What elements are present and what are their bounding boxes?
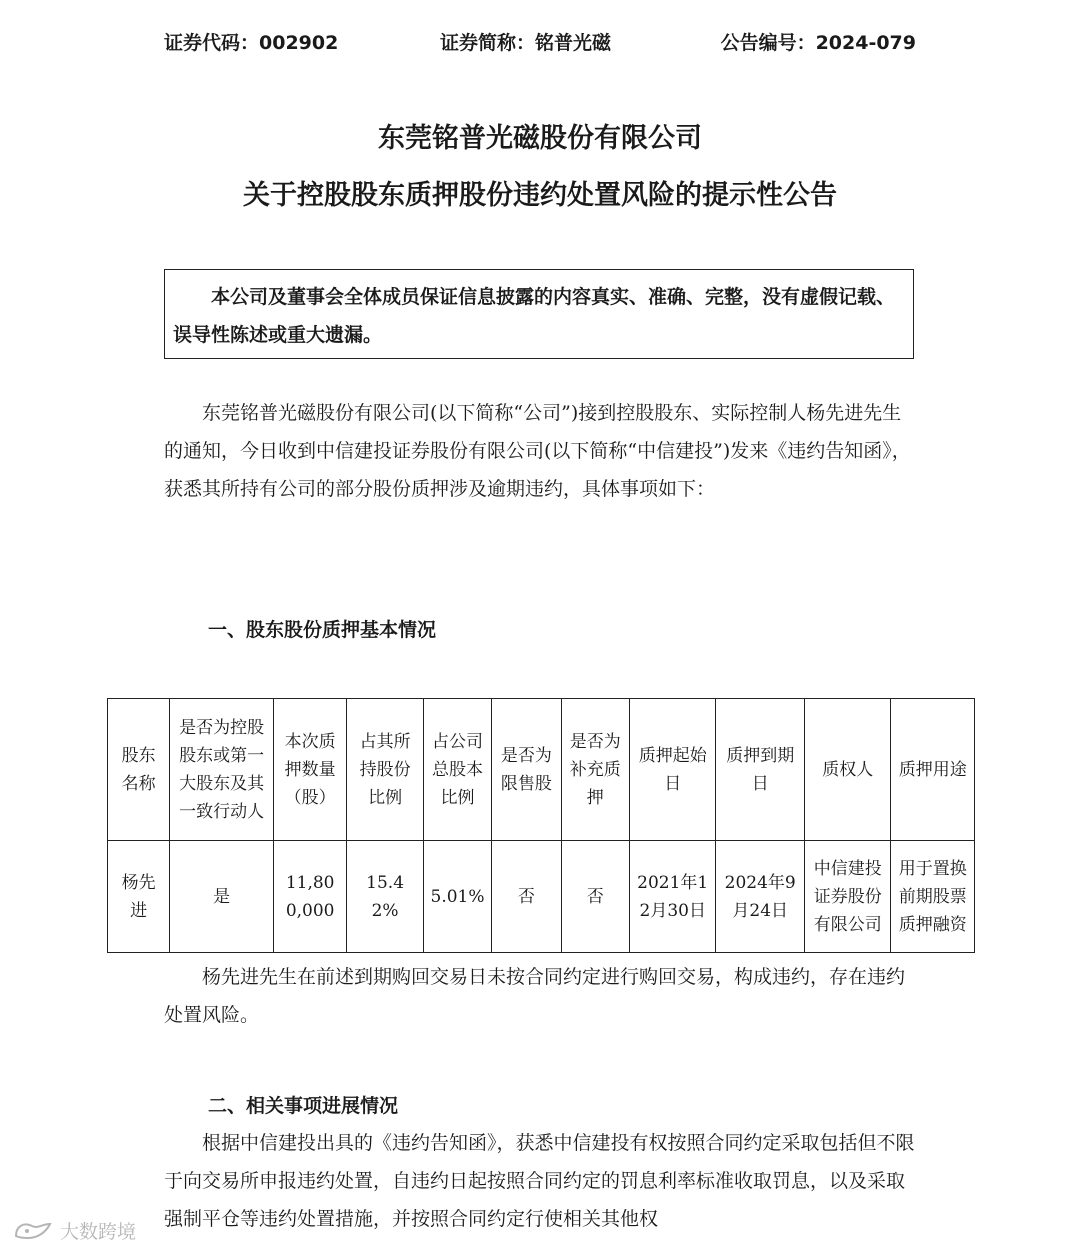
default-paragraph: 杨先进先生在前述到期购回交易日未按合同约定进行购回交易，构成违约，存在违约处置风险。: [164, 966, 906, 1026]
intro-paragraph: 东莞铭普光磁股份有限公司(以下简称“公司”)接到控股股东、实际控制人杨先进先生的通知，今日收到中信建投证券股份有限公司(以下简称“中信建投”)发来《违约告知函》，获悉其所持有公司的部分股份质押涉及逾期违约，具体事项如下：: [164, 402, 911, 500]
header-purpose: 质押用途: [891, 699, 975, 841]
header-start-date: 质押起始日: [629, 699, 715, 841]
header-supplementary: 是否为补充质押: [561, 699, 629, 841]
header-controlling: 是否为控股股东或第一大股东及其一致行动人: [170, 699, 274, 841]
security-short-name: 证券简称：铭普光磁: [440, 32, 612, 54]
cell-end-date: 2024年9月24日: [716, 841, 805, 953]
cell-pledgee: 中信建投证券股份有限公司: [804, 841, 890, 953]
cell-shareholder: 杨先进: [108, 841, 170, 953]
cell-total-ratio: 5.01%: [423, 841, 491, 953]
table-row: [108, 841, 975, 953]
cell-supplementary: 否: [561, 841, 629, 953]
header-shareholder: 股东名称: [108, 699, 170, 841]
header-restricted: 是否为限售股: [492, 699, 561, 841]
header-pledgee: 质权人: [804, 699, 890, 841]
cell-purpose: 用于置换前期股票质押融资: [891, 841, 975, 953]
security-code: 证券代码：002902: [164, 32, 339, 54]
watermark: [12, 1215, 136, 1245]
watermark-logo-icon: [12, 1218, 54, 1242]
section-heading-1: 一、股东股份质押基本情况: [208, 619, 437, 641]
cell-start-date: 2021年12月30日: [629, 841, 715, 953]
cell-pledge-quantity: 11,800,000: [273, 841, 346, 953]
table-header-row: [108, 699, 975, 841]
cell-controlling: 是: [170, 841, 274, 953]
header-pledge-quantity: 本次质押数量（股）: [273, 699, 346, 841]
board-notice-box: 本公司及董事会全体成员保证信息披露的内容真实、准确、完整，没有虚假记载、误导性陈述或重大遗漏。: [164, 269, 914, 359]
header-end-date: 质押到期日: [716, 699, 805, 841]
cell-restricted: 否: [492, 841, 561, 953]
announcement-number: 公告编号：2024-079: [720, 32, 916, 54]
header-held-ratio: 占其所持股份比例: [347, 699, 423, 841]
company-name: 东莞铭普光磁股份有限公司: [378, 123, 702, 154]
pledge-table: [107, 698, 975, 953]
document-header: [164, 28, 916, 60]
progress-paragraph: 根据中信建投出具的《违约告知函》，获悉中信建投有权按照合同约定采取包括但不限于向交易所申报违约处置，自违约日起按照合同约定的罚息利率标准收取罚息，以及采取强制平仓等违约处置措施，并按照合同约定行使相关其他权: [164, 1132, 915, 1230]
announcement-title: 关于控股股东质押股份违约处置风险的提示性公告: [243, 180, 837, 211]
watermark-text: 大数跨境: [60, 1220, 137, 1243]
header-total-ratio: 占公司总股本比例: [423, 699, 491, 841]
section-heading-2: 二、相关事项进展情况: [208, 1095, 399, 1117]
cell-held-ratio: 15.42%: [347, 841, 423, 953]
